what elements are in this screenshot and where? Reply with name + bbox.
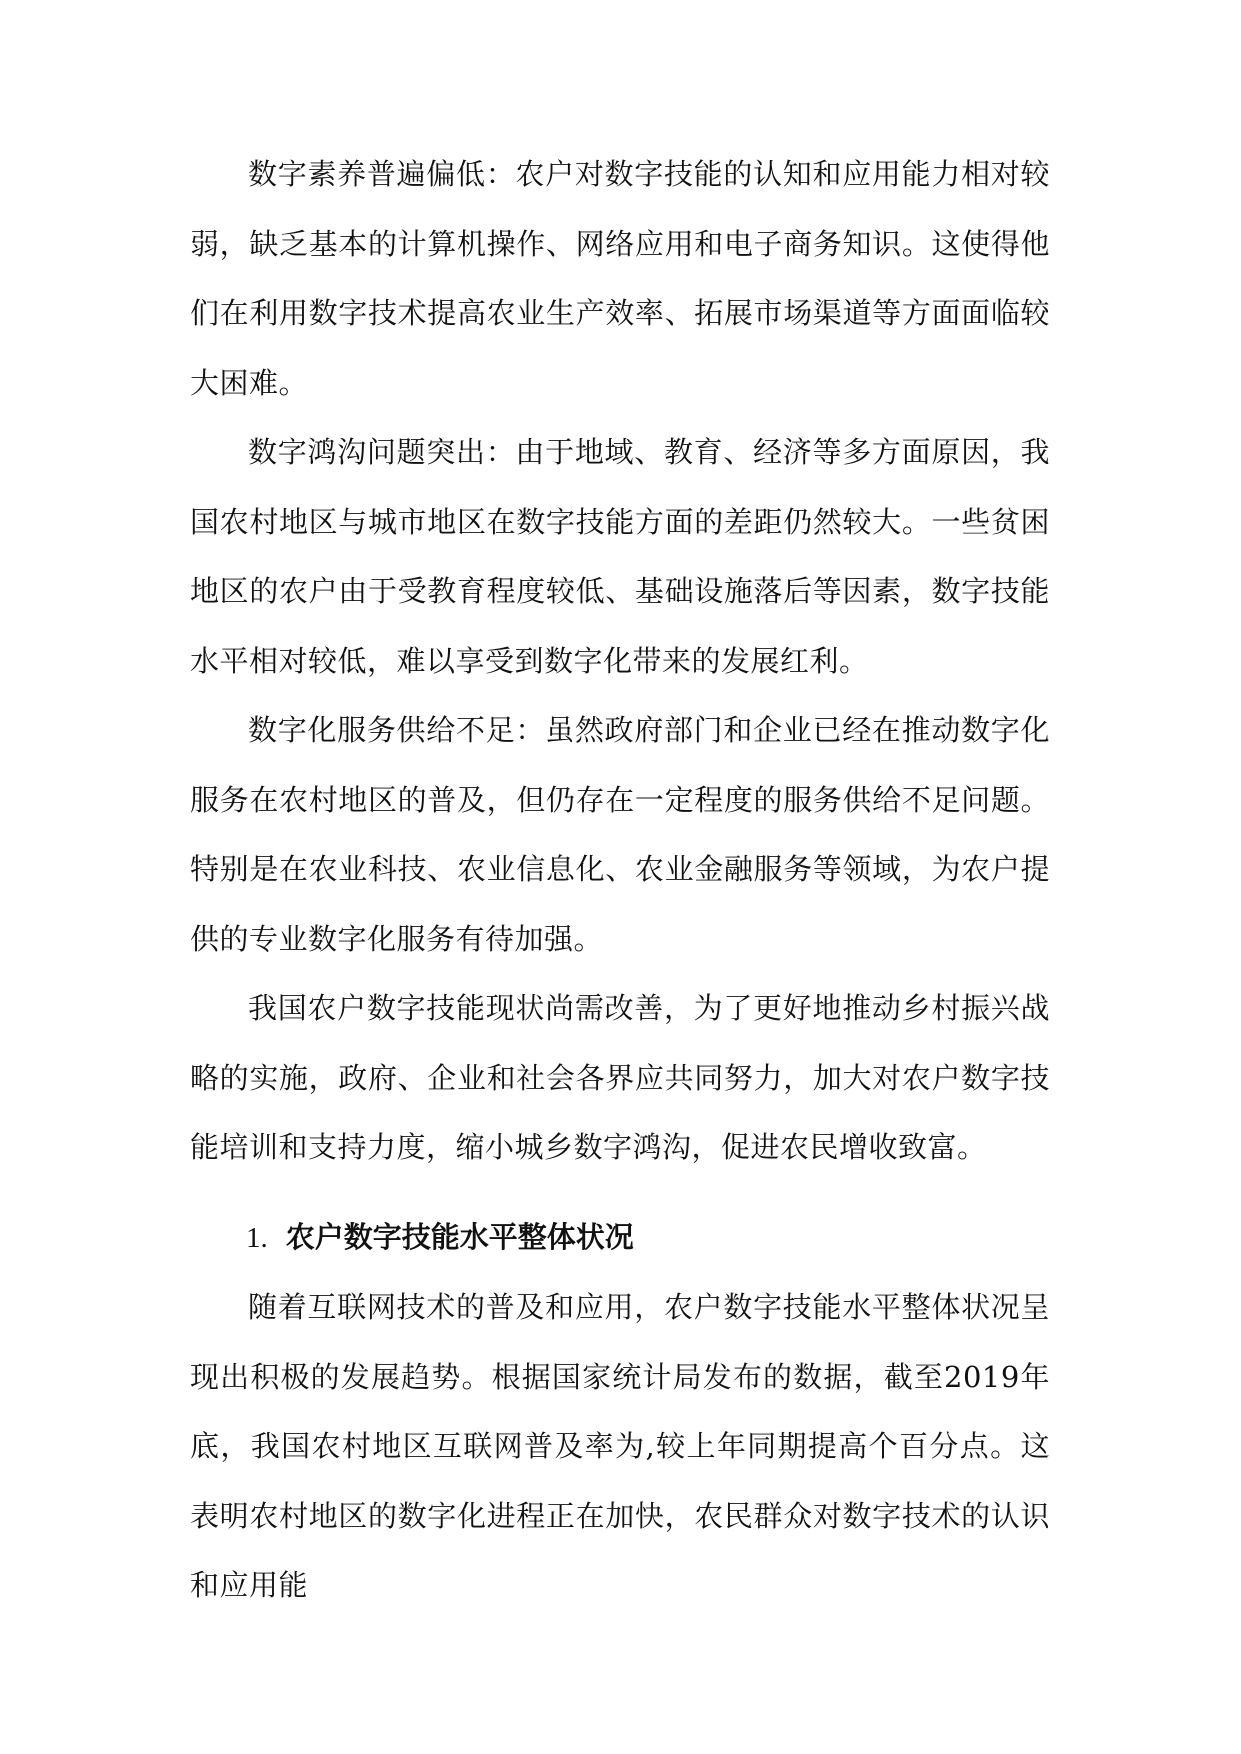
section-number: 1. bbox=[246, 1221, 268, 1254]
paragraph-overall-status: 随着互联网技术的普及和应用，农户数字技能水平整体状况呈现出积极的发展趋势。根据国家统计局发布的数据，截至2019年底，我国农村地区互联网普及率为,较上年同期提高个百分点。这表明农村地区的数字化进程正在加快，农民群众对数字技术的认识和应用能 bbox=[190, 1290, 1050, 1602]
paragraph-digital-literacy: 数字素养普遍偏低：农户对数字技能的认知和应用能力相对较弱，缺乏基本的计算机操作、网络应用和电子商务知识。这使得他们在利用数字技术提高农业生产效率、拓展市场渠道等方面面临较大困难。 bbox=[190, 157, 1050, 400]
paragraph-service-supply: 数字化服务供给不足：虽然政府部门和企业已经在推动数字化服务在农村地区的普及，但仍存在一定程度的服务供给不足问题。特别是在农业科技、农业信息化、农业金融服务等领域，为农户提供的专业数字化服务有待加强。 bbox=[190, 713, 1050, 956]
document-body bbox=[190, 140, 1050, 1621]
paragraph-digital-divide: 数字鸿沟问题突出：由于地域、教育、经济等多方面原因，我国农村地区与城市地区在数字技能方面的差距仍然较大。一些贫困地区的农户由于受教育程度较低、基础设施落后等因素，数字技能水平相对较低，难以享受到数字化带来的发展红利。 bbox=[190, 435, 1050, 678]
section-heading bbox=[190, 1203, 1050, 1274]
paragraph-summary: 我国农户数字技能现状尚需改善，为了更好地推动乡村振兴战略的实施，政府、企业和社会各界应共同努力，加大对农户数字技能培训和支持力度，缩小城乡数字鸿沟，促进农民增收致富。 bbox=[190, 991, 1050, 1164]
section-title: 农户数字技能水平整体状况 bbox=[285, 1219, 634, 1254]
